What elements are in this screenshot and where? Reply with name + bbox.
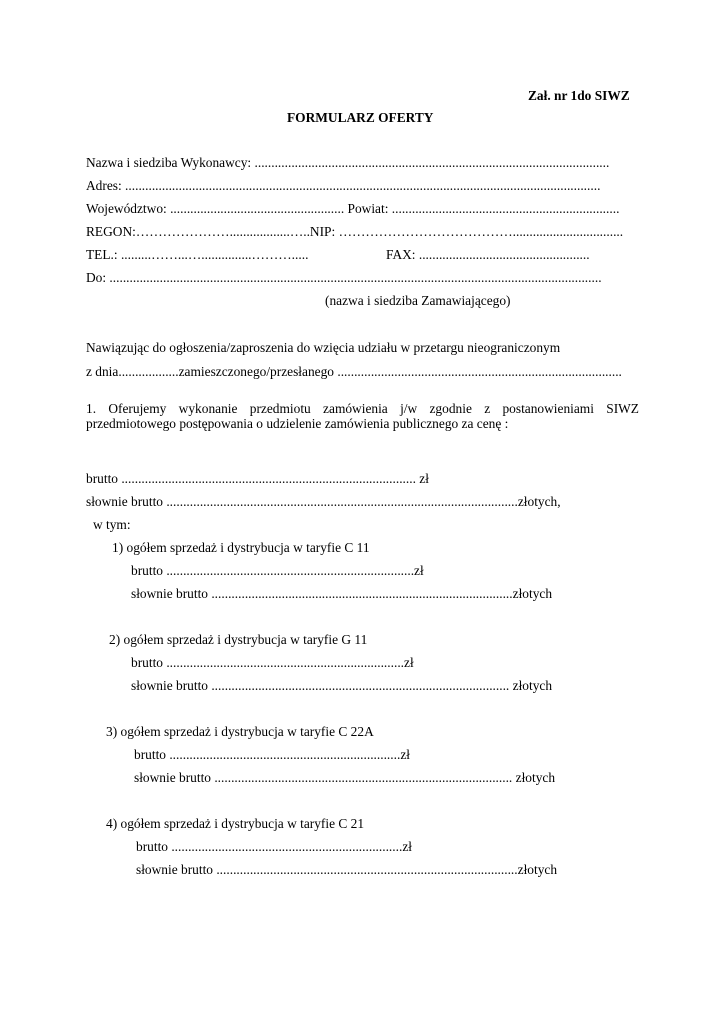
tariff-heading: 2) ogółem sprzedaż i dystrybucja w taryfie G 11 (109, 632, 368, 647)
contractor-tel-line: TEL.: .........……...…...............………..... (86, 247, 309, 262)
addressee-caption: (nazwa i siedziba Zamawiającego) (325, 293, 511, 308)
total-slownie-line: słownie brutto .........................................................................................................złotych, (86, 494, 561, 509)
offer-point-1-line-2: przedmiotowego postępowania o udzielenie zamówienia publicznego za cenę : (86, 416, 509, 431)
tariff-brutto-line: brutto .......................................................................zł (131, 655, 414, 670)
tariff-heading: 4) ogółem sprzedaż i dystrybucja w taryfie C 21 (106, 816, 365, 831)
tariff-heading: 1) ogółem sprzedaż i dystrybucja w taryfie C 11 (112, 540, 370, 555)
offer-point-1-line-1: 1. Oferujemy wykonanie przedmiotu zamówienia j/w zgodnie z postanowieniami SIWZ (86, 401, 639, 416)
tariff-brutto-line: brutto .....................................................................zł (136, 839, 412, 854)
contractor-fax-line: FAX: ................................................... (386, 247, 590, 262)
contractor-region-line: Województwo: .................................................... Powiat: .................................................................... (86, 201, 620, 216)
tariff-slownie-line: słownie brutto ......................................................................................... złotych (131, 678, 553, 693)
attachment-label: Zał. nr 1do SIWZ (528, 88, 630, 103)
breakdown-label: w tym: (93, 517, 131, 532)
contractor-ids-line: REGON:…………………..................…..NIP: …………………………………................................. (86, 224, 624, 239)
tariff-brutto-line: brutto ..........................................................................zł (131, 563, 424, 578)
tariff-slownie-line: słownie brutto ......................................................................................... złotych (134, 770, 556, 785)
intro-line-2: z dnia..................zamieszczonego/przesłanego ..................................................................................... (86, 364, 622, 379)
tariff-heading: 3) ogółem sprzedaż i dystrybucja w taryfie C 22A (106, 724, 374, 739)
total-brutto-line: brutto ........................................................................................ zł (86, 471, 429, 486)
tariff-slownie-line: słownie brutto ..........................................................................................złotych (131, 586, 553, 601)
tariff-brutto-line: brutto .....................................................................zł (134, 747, 410, 762)
intro-line-1: Nawiązując do ogłoszenia/zaproszenia do wzięcia udziału w przetargu nieograniczonym (86, 340, 561, 355)
tariff-slownie-line: słownie brutto ..........................................................................................złotych (136, 862, 558, 877)
form-title: FORMULARZ OFERTY (287, 110, 434, 125)
addressee-line: Do: ................................................................................................................................................... (86, 270, 602, 285)
contractor-address-line: Adres: .............................................................................................................................................. (86, 178, 601, 193)
contractor-name-line: Nazwa i siedziba Wykonawcy: .......................................................................................................... (86, 155, 610, 170)
